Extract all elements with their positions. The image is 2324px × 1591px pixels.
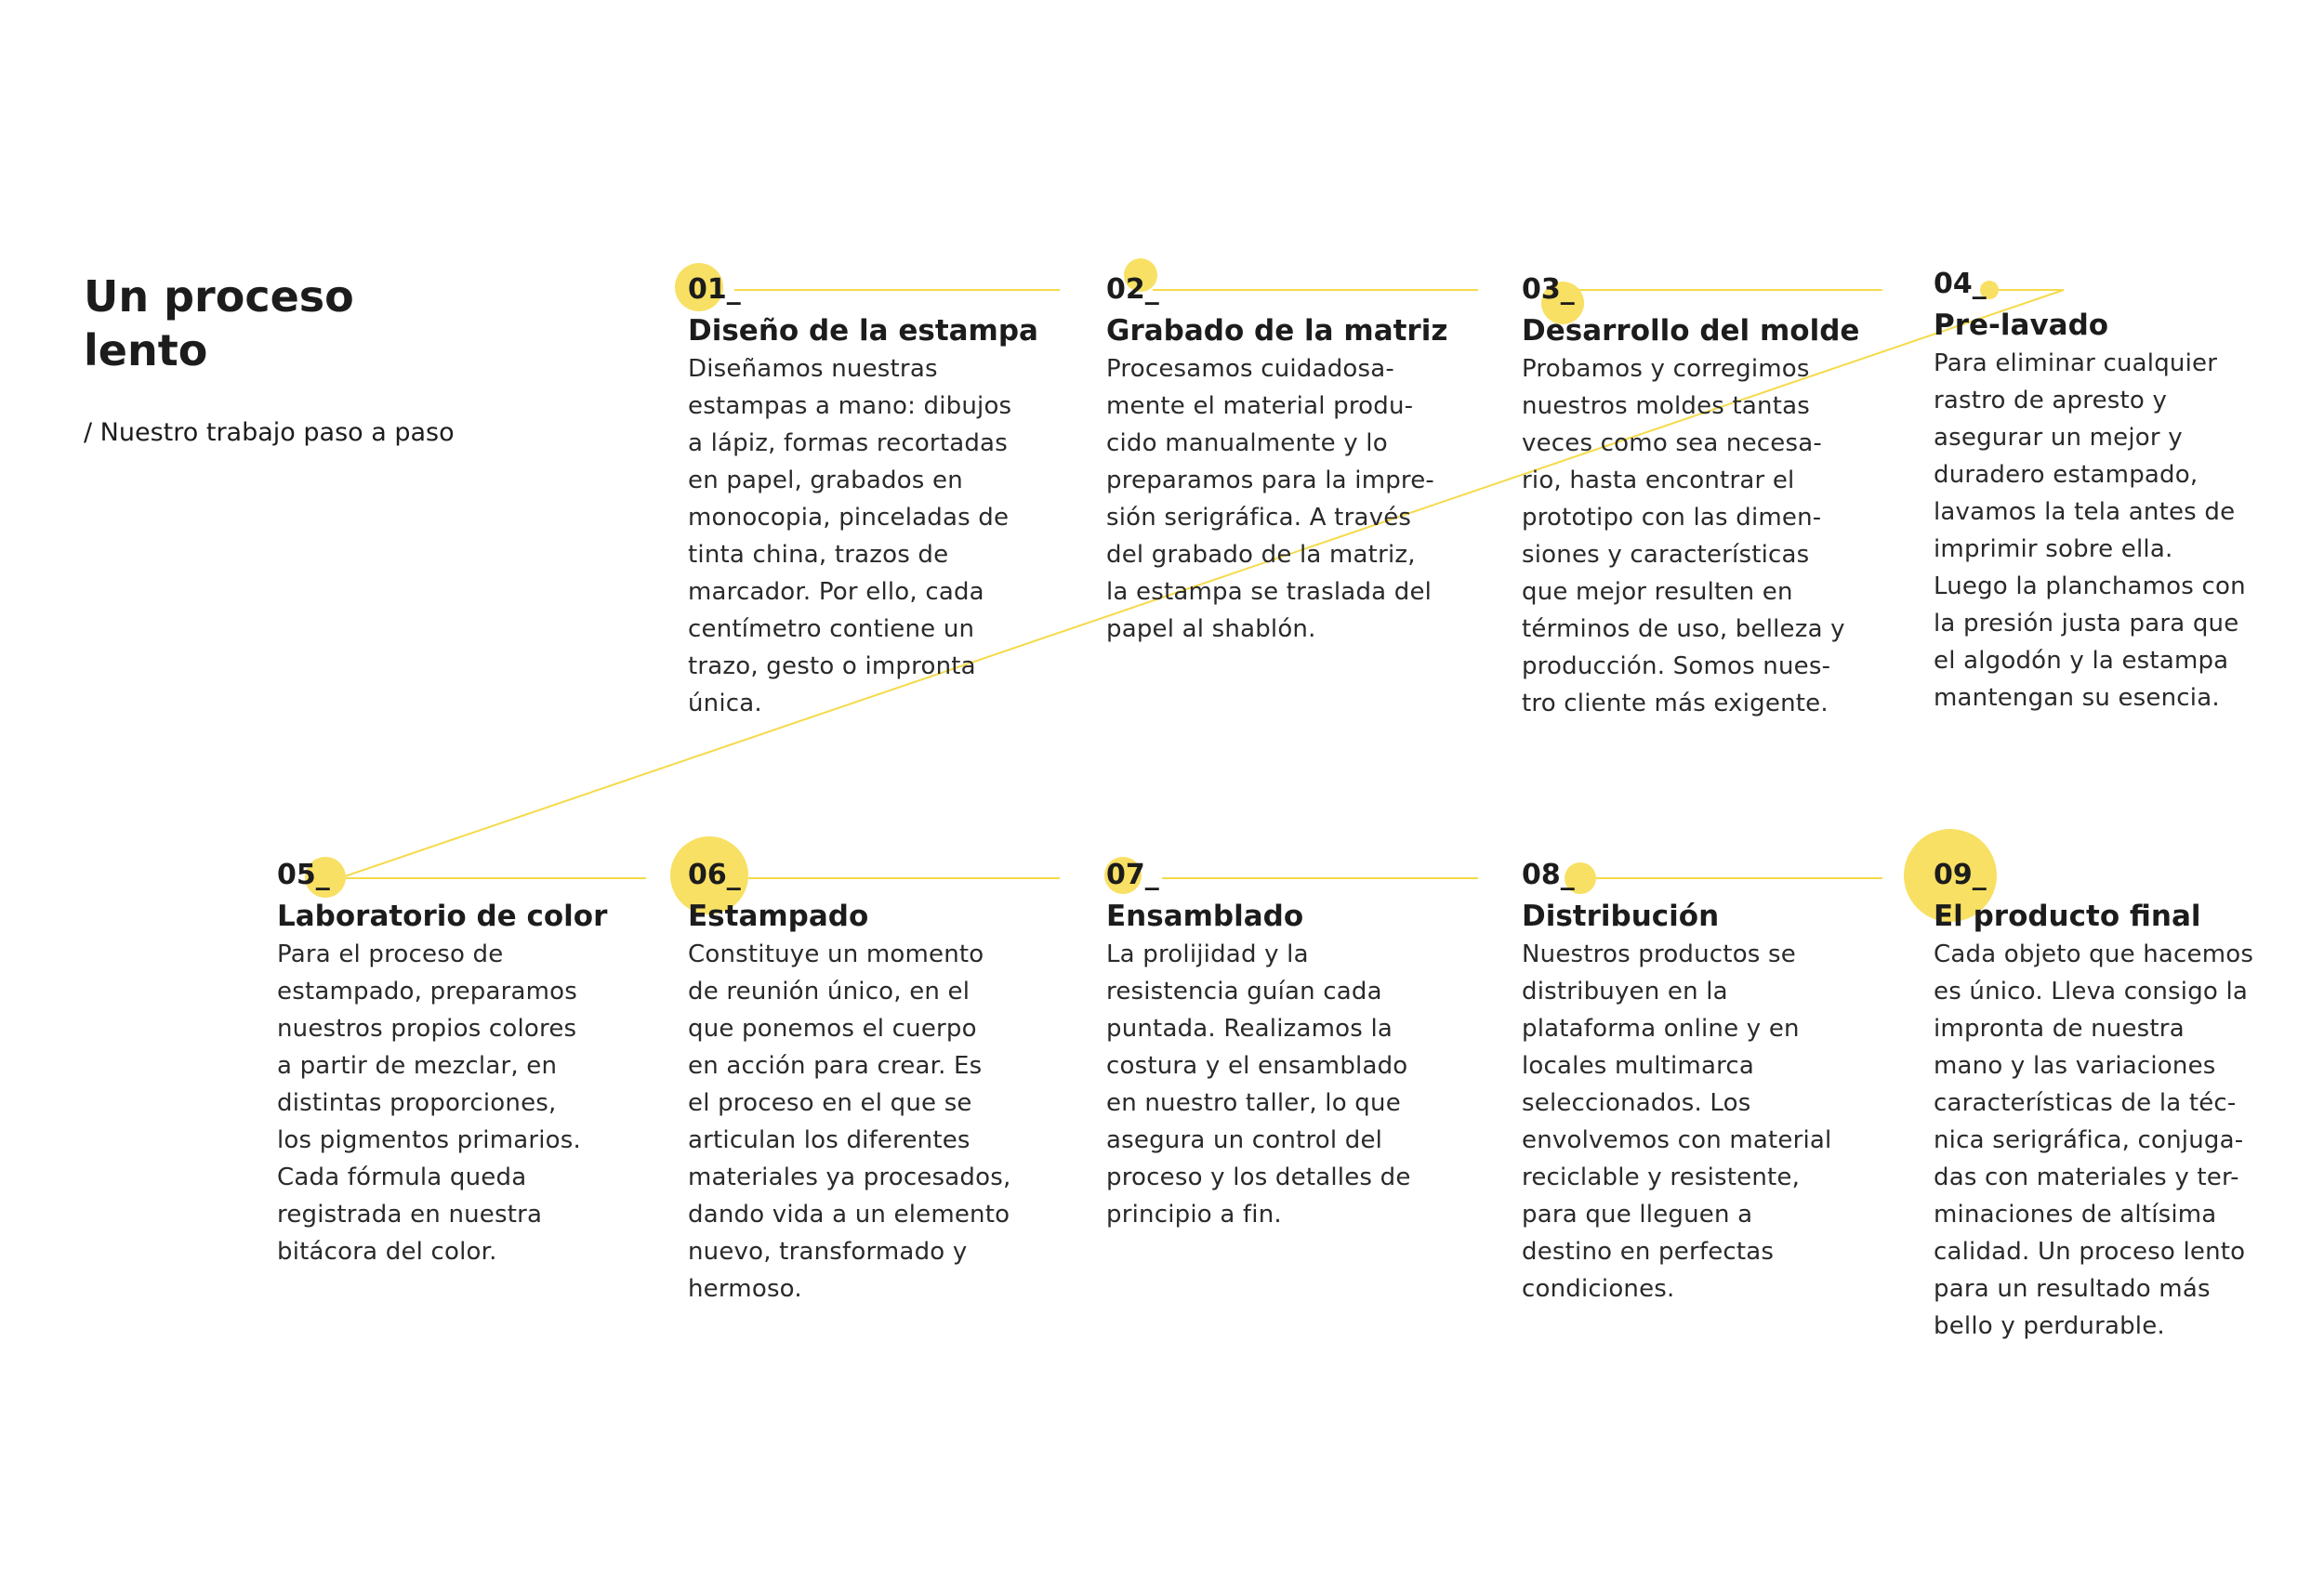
step-09: [1934, 857, 2278, 1345]
step-title: Ensamblado: [1106, 900, 1304, 933]
step-03: [1522, 271, 1866, 722]
step-07: [1106, 857, 1450, 1233]
step-text: Cada objeto que hacemos es único. Lleva consigo la impronta de nuestra mano y las variaciones características de la téc- nica serigráfica, conjuga- das con materiales y ter- minaciones de altísima calidad. Un proceso lento para un resultado más bello y perdurable.: [1934, 940, 2254, 1340]
step-text: La prolijidad y la resistencia guían cada puntada. Realizamos la costura y el ensamblado en nuestro taller, lo que asegura un control del proceso y los detalles de principio a fin.: [1106, 940, 1411, 1229]
step-number: 06_: [688, 859, 741, 891]
step-text: Procesamos cuidadosa- mente el material produ- cido manualmente y lo preparamos para la impre- sión serigráfica. A través del grabado de la matriz, la estampa se traslada del papel al shablón.: [1106, 355, 1435, 643]
step-text: Probamos y corregimos nuestros moldes tantas veces como sea necesa- rio, hasta encontrar el prototipo con las dimen- siones y características que mejor resulten en términos de uso, belleza y producción. Somos nues- tro cliente más exigente.: [1522, 355, 1845, 717]
step-title: Diseño de la estampa: [688, 314, 1038, 348]
step-05: [277, 857, 621, 1270]
step-text: Diseñamos nuestras estampas a mano: dibujos a lápiz, formas recortadas en papel, grabados en monocopia, pinceladas de tinta china, trazos de marcador. Por ello, cada centímetro contiene un trazo, gesto o impronta única.: [688, 355, 1012, 717]
step-title: Distribución: [1522, 900, 1720, 933]
page-subtitle: / Nuestro trabajo paso a paso: [84, 418, 455, 447]
page-title: Un proceso lento: [84, 271, 354, 375]
step-number: 09_: [1934, 859, 1987, 891]
step-number: 08_: [1522, 859, 1575, 891]
step-number: 04_: [1934, 268, 1987, 300]
step-02: [1106, 271, 1450, 648]
step-number: 05_: [277, 859, 330, 891]
step-title: El producto final: [1934, 900, 2201, 933]
step-06: [688, 857, 1032, 1308]
step-01: [688, 271, 1038, 722]
step-text: Para eliminar cualquier rastro de apresto y asegurar un mejor y duradero estampado, lavamos la tela antes de imprimir sobre ella. Luego la planchamos con la presión justa para que el algodón y la estampa mantengan su esencia.: [1934, 349, 2246, 712]
step-08: [1522, 857, 1866, 1308]
step-number: 03_: [1522, 273, 1575, 306]
step-title: Desarrollo del molde: [1522, 314, 1860, 348]
step-text: Nuestros productos se distribuyen en la plataforma online y en locales multimarca seleccionados. Los envolvemos con material reciclable y resistente, para que lleguen a destino en perfectas condiciones.: [1522, 940, 1832, 1303]
step-title: Pre-lavado: [1934, 309, 2109, 342]
step-title: Estampado: [688, 900, 869, 933]
step-number: 07_: [1106, 859, 1159, 891]
step-number: 02_: [1106, 273, 1159, 306]
step-text: Para el proceso de estampado, preparamos nuestros propios colores a partir de mezclar, en distintas proporciones, los pigmentos primarios. Cada fórmula queda registrada en nuestra bitácora del color.: [277, 940, 581, 1266]
step-title: Grabado de la matriz: [1106, 314, 1448, 348]
step-04: [1934, 266, 2278, 717]
intro-block: [84, 270, 456, 452]
step-text: Constituye un momento de reunión único, en el que ponemos el cuerpo en acción para crear. Es el proceso en el que se articulan los diferentes materiales ya procesados, dando vida a un elemento nuevo, transformado y hermoso.: [688, 940, 1011, 1303]
step-number: 01_: [688, 273, 741, 306]
step-title: Laboratorio de color: [277, 900, 608, 933]
